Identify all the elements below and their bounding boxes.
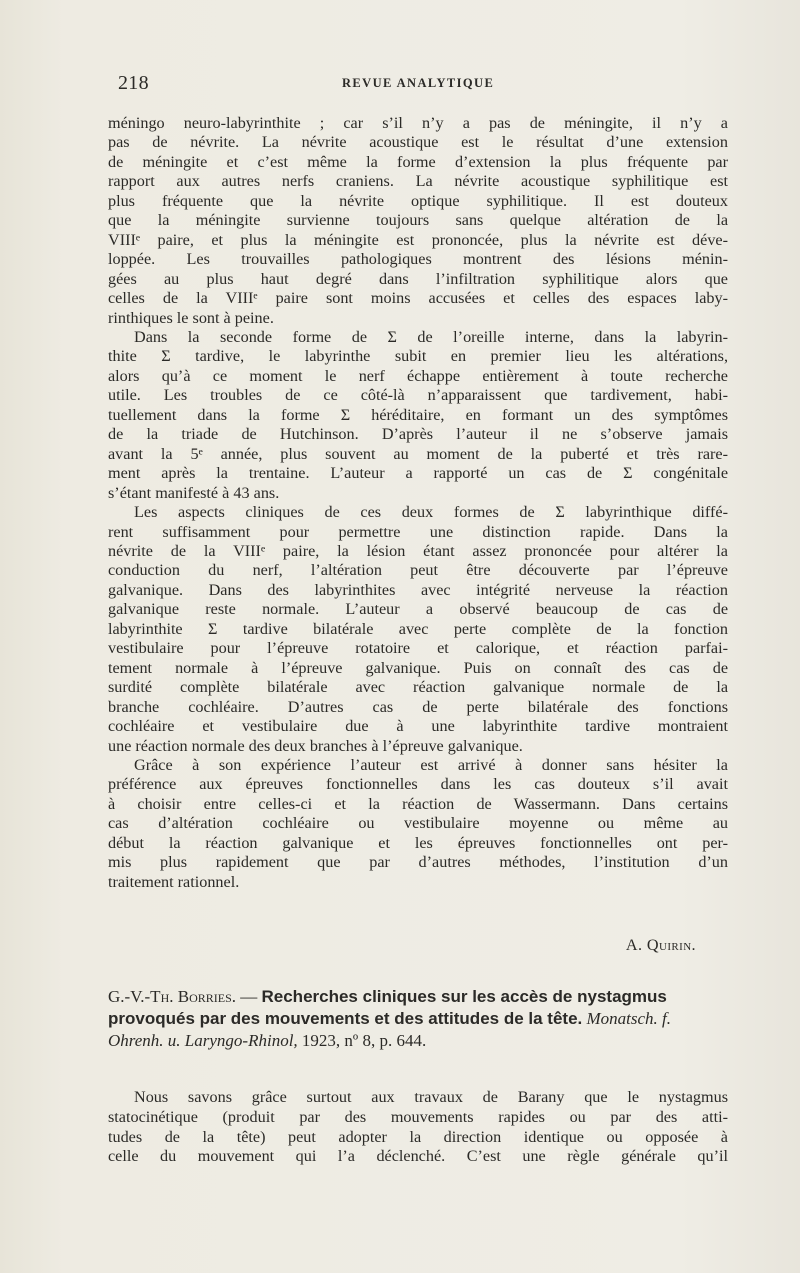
text-line: gées au plus haut degré dans l’infiltration syphilitique alors que [108,269,728,288]
text-line: galvanique. Dans des labyrinthites avec intégrité nerveuse la réaction [108,580,728,599]
heading-dash: — [236,987,262,1006]
text-line: branche cochléaire. D’autres cas de perte bilatérale des fonctions [108,697,728,716]
text-line: rapport aux autres nerfs craniens. La névrite acoustique syphilitique est [108,172,728,191]
text-line: Les aspects cliniques de ces deux formes de Σ labyrinthique diffé- [134,503,728,522]
running-title: REVUE ANALYTIQUE [342,76,495,90]
text-line: utile. Les troubles de ce côté-là n’apparaissent que tardivement, habi- [108,386,728,405]
text-line: une réaction normale des deux branches à l’épreuve galvanique. [108,736,523,755]
text-line: début la réaction galvanique et les épreuves fonctionnelles ont per- [108,833,728,852]
text-line: ment après la trentaine. L’auteur a rapporté un cas de Σ congénitale [108,464,728,483]
reviewer-signature [626,936,696,955]
text-line: cas d’altération cochléaire ou vestibulaire moyenne ou même au [108,814,728,833]
article-body-quirin [108,114,728,892]
review-title: Recherches cliniques sur les accès de nystagmus provoqués par des mouvements et des attitudes de la tête. [108,987,667,1028]
text-line: cochléaire et vestibulaire due à une labyrinthite tardive montraient [108,717,728,736]
text-line: traitement rationnel. [108,872,240,891]
text-line: vestibulaire pour l’épreuve rotatoire et calorique, et réaction parfai- [108,639,728,658]
text-line: statocinétique (produit par des mouvements rapides ou par des atti- [108,1107,728,1126]
text-line: que la méningite survienne toujours sans quelque altération de la [108,211,728,230]
text-line: celles de la VIIIᵉ paire sont moins accusées et celles des espaces laby- [108,289,728,308]
text-line: rinthiques le sont à peine. [108,308,274,327]
text-line: labyrinthite Σ tardive bilatérale avec perte complète de la fonction [108,619,728,638]
text-line: conduction du nerf, l’altération peut être découverte par l’épreuve [108,561,728,580]
page-number: 218 [118,72,149,94]
text-line: mis plus rapidement que par d’autres méthodes, l’institution d’un [108,853,728,872]
text-line: celle du mouvement qui l’a déclenché. C’est une règle générale qu’il [108,1147,728,1166]
review-heading-borries [108,986,728,1052]
journal-citation: 1923, nº 8, p. 644. [297,1031,427,1050]
text-line: de méningite et c’est même la forme d’extension la plus fréquente par [108,152,728,171]
signature-name: Quirin. [646,936,696,954]
text-line: plus fréquente que la névrite optique syphilitique. Il est douteux [108,191,728,210]
text-line: s’étant manifesté à 43 ans. [108,483,280,502]
text-line: tement normale à l’épreuve galvanique. Puis on connaît des cas de [108,658,728,677]
text-line: tudes de la tête) peut adopter la direction identique ou opposée à [108,1127,728,1146]
text-line: pas de névrite. La névrite acoustique est le résultat d’une extension [108,133,728,152]
article-body-borries [108,1088,728,1167]
text-line: galvanique reste normale. L’auteur a observé beaucoup de cas de [108,600,728,619]
journal-name: Monatsch. f. Ohrenh. u. Laryngo-Rhinol, [108,1009,672,1050]
text-line: alors qu’à ce moment le nerf échappe entièrement à toute recherche [108,366,728,385]
text-line: thite Σ tardive, le labyrinthe subit en premier lieu les altérations, [108,347,728,366]
text-line: rent suffisamment pour permettre une distinction rapide. Dans la [108,522,728,541]
text-line: Grâce à son expérience l’auteur est arrivé à donner sans hésiter la [134,755,728,774]
text-line: méningo neuro-labyrinthite ; car s’il n’y a pas de méningite, il n’y a [108,114,728,132]
text-line: Dans la seconde forme de Σ de l’oreille interne, dans la labyrin- [134,327,728,346]
text-line: de la triade de Hutchinson. D’après l’auteur il ne s’observe jamais [108,425,728,444]
text-line: tuellement dans la forme Σ héréditaire, en formant un des symptômes [108,405,728,424]
text-line: préférence aux épreuves fonctionnelles dans les cas douteux s’il avait [108,775,728,794]
text-line: à choisir entre celles-ci et la réaction de Wassermann. Dans certains [108,794,728,813]
text-line: VIIIᵉ paire, et plus la méningite est prononcée, plus la névrite est déve- [108,230,728,249]
text-line: avant la 5ᵉ année, plus souvent au moment de la puberté et très rare- [108,444,728,463]
text-line: Nous savons grâce surtout aux travaux de Barany que le nystagmus [134,1088,728,1106]
review-author: G.-V.-Th. Borries. [108,987,236,1006]
text-line: névrite de la VIIIᵉ paire, la lésion étant assez prononcée pour altérer la [108,541,728,560]
text-line: loppée. Les trouvailles pathologiques montrent des lésions ménin- [108,250,728,269]
text-line: surdité complète bilatérale avec réaction galvanique normale de la [108,678,728,697]
signature-initial: A. [625,936,647,954]
